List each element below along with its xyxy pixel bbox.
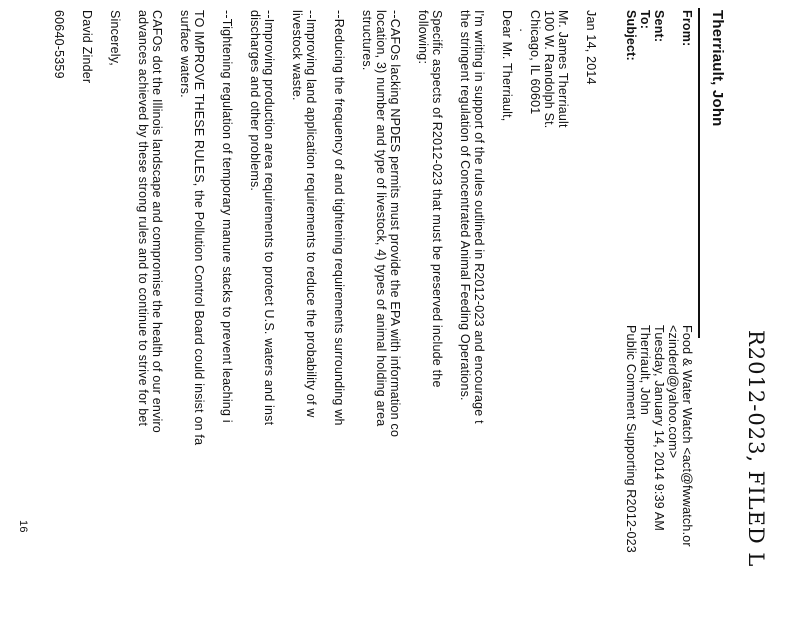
- paragraph-4: --Reducing the frequency of and tightening requirements surrounding wh: [332, 10, 346, 426]
- filing-stamp: R2012-023, FILED L: [744, 330, 768, 568]
- paragraph-9-line-2: advances achieved by these strong rules and to continue to strive for bet: [136, 10, 150, 427]
- greeting: Dear Mr. Therriault,: [500, 10, 514, 122]
- address-line-3: Chicago, IL 60601: [528, 10, 542, 115]
- paragraph-1-line-2: the stringent regulation of Concentrated Animal Feeding Operations.: [458, 10, 472, 401]
- address-line-2: 100 W. Randolph St.: [542, 10, 556, 129]
- sent-value: Tuesday, January 14, 2014 9:39 AM: [652, 325, 666, 532]
- title-underline: [698, 8, 700, 338]
- address-line-1: Mr. James Therriault: [556, 10, 570, 128]
- paragraph-9-line-1: CAFOs dot the Illinois landscape and compromise the health of our enviro: [150, 10, 164, 433]
- to-value: Therriault, John: [638, 325, 652, 416]
- paragraph-7: --Tightening regulation of temporary manure stacks to prevent leaching i: [220, 10, 234, 423]
- paragraph-1-line-1: I'm writing in support of the rules outlined in R2012-023 and encourage t: [472, 10, 486, 424]
- paragraph-8-line-1: TO IMPROVE THESE RULES, the Pollution Control Board could insist on fa: [192, 10, 206, 446]
- stray-mark: ·: [514, 28, 528, 33]
- paragraph-2-line-2: following:: [416, 10, 430, 65]
- paragraph-6-line-1: --Improving production area requirements to protect U.S. waters and inst: [262, 10, 276, 426]
- page-number: 16: [17, 520, 29, 533]
- signer-name: David Zinder: [80, 10, 94, 84]
- paragraph-2-line-1: Specific aspects of R2012-023 that must be preserved include the: [430, 10, 444, 388]
- closing: Sincerely,: [108, 10, 122, 66]
- from-value: Food & Water Watch <act@fwwatch.or: [680, 325, 694, 547]
- paragraph-3-line-3: structures.: [360, 10, 374, 71]
- paragraph-8-line-2: surface waters.: [178, 10, 192, 98]
- subject-label: Subject:: [624, 10, 638, 61]
- paragraph-6-line-2: discharges and other problems.: [248, 10, 262, 192]
- paragraph-5-line-1: --Improving land application requirements to reduce the probability of w: [304, 10, 318, 418]
- recipient-name-title: Therriault, John: [709, 10, 726, 127]
- subject-value: Public Comment Supporting R2012-023: [624, 325, 638, 553]
- letter-date: Jan 14, 2014: [584, 10, 598, 85]
- from-email: <zinderd@yahoo.com>: [666, 325, 680, 459]
- paragraph-3-line-2: location, 3) number and type of livestock, 4) types of animal holding area: [374, 10, 388, 427]
- paragraph-3-line-1: --CAFOs lacking NPDES permits must provide the EPA with information co: [388, 10, 402, 438]
- paragraph-5-line-2: livestock waste.: [290, 10, 304, 101]
- from-label: From:: [680, 10, 694, 47]
- signer-zip: 60640-5359: [52, 10, 66, 79]
- to-label: To:: [638, 10, 652, 30]
- sent-label: Sent:: [652, 10, 666, 43]
